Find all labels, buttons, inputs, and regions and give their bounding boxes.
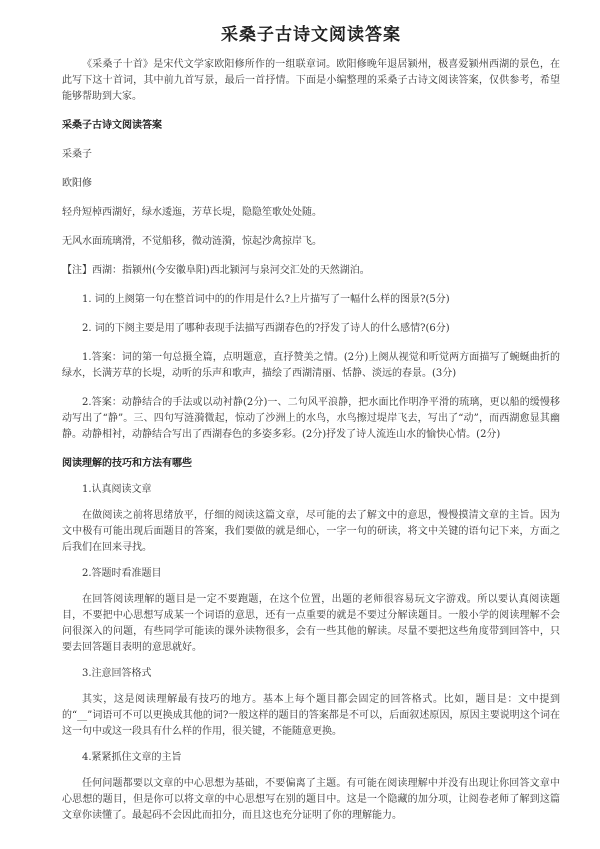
tip-body-3: 其实，这是阅读理解最有技巧的地方。基本上每个题目都会固定的回答格式。比如，题目是：文中提到的“__”词语可不可以更换成其他的词?一般这样的题目的答案都是不可以，后面叙述原因，原因主要说明这个词在这一句中或这一段具有什么样的作用，很关键，不能随意更换。 — [62, 694, 560, 737]
tip-body-4: 任何问题都要以文章的中心思想为基础，不要偏离了主题。有可能在阅读理解中并没有出现让你回答文章中心思想的题目，但是你可以将文章的中心思想写在别的题目中。这是一个隐藏的加分项，让阅卷老师了解到这篇文章你读懂了。最起码不会因此而扣分，而且这也充分证明了你的理解能力。 — [62, 778, 560, 821]
tip-heading-2: 2.答题时看准题目 — [82, 568, 162, 579]
tip-body-1: 在做阅读之前将思绪放平，仔细的阅读这篇文章，尽可能的去了解文中的意思，慢慢摸清文章的主旨。因为文中极有可能出现后面题目的答案，我们要做的就是细心，一字一句的研读，将文中关键的语句记下来，方面之后我们在回来寻找。 — [62, 510, 560, 553]
tip-heading-3: 3.注意回答格式 — [82, 668, 152, 679]
poem-note: 【注】西湖：指颍州(今安徽阜阳)西北颍河与泉河交汇处的天然湖泊。 — [62, 265, 370, 276]
poem-line-1: 轻舟短棹西湖好，绿水逶迤，芳草长堤，隐隐笙歌处处随。 — [62, 207, 322, 218]
section-heading-tips: 阅读理解的技巧和方法有哪些 — [62, 458, 192, 469]
answer-2: 2.答案：动静结合的手法或以动衬静(2分)一、二句风平浪静，把水面比作明净平滑的琉璃，更以船的缓慢移动写出了“静”。三、四句写涟漪微起，惊动了沙洲上的水鸟，水鸟擦过堤岸飞去，写出了“动”，而西湖愈显其幽静。动静相衬，动静结合写出了西湖春色的多姿多彩。(2分)抒发了诗人流连山水的愉快心情。(2分) — [62, 397, 560, 440]
section-heading-answers: 采桑子古诗文阅读答案 — [62, 120, 162, 131]
poem-author: 欧阳修 — [62, 178, 92, 189]
tip-body-2: 在回答阅读理解的题目是一定不要跑题，在这个位置，出题的老师很容易玩文字游戏。所以要认真阅读题目，不要把中心思想写成某一个词语的意思，还有一点重要的就是不要过分解读题目。一般小学的阅读理解不会问很深入的问题，有些同学可能读的课外读物很多，会有一些其他的解读。尽量不要把这些角度带到回答中，只要去回答题目表明的意思就好。 — [62, 594, 560, 653]
poem-line-2: 无风水面琉璃滑，不觉船移，微动涟漪，惊起沙禽掠岸飞。 — [62, 236, 322, 247]
question-2: 2. 词的下阕主要是用了哪种表现手法描写西湖春色的?抒发了诗人的什么感情?(6分) — [82, 323, 450, 334]
answer-1: 1.答案：词的第一句总摄全篇，点明题意，直抒赞美之情。(2分)上阕从视觉和听觉两方面描写了蜿蜒曲折的绿水，长满芳草的长堤，动听的乐声和歌声，描绘了西湖清丽、恬静、淡远的春景。(3分) — [62, 352, 560, 379]
intro-paragraph: 《采桑子十首》是宋代文学家欧阳修所作的一组联章词。欧阳修晚年退居颍州，极喜爱颍州西湖的景色，在此写下这十首词，其中前九首写景，最后一首抒情。下面是小编整理的采桑子古诗文阅读答案，仅供参考，希望能够帮助到大家。 — [62, 59, 560, 102]
tip-heading-1: 1.认真阅读文章 — [82, 484, 152, 495]
page-title: 采桑子古诗文阅读答案 — [221, 25, 401, 45]
tip-heading-4: 4.紧紧抓住文章的主旨 — [82, 752, 182, 763]
poem-title: 采桑子 — [62, 149, 92, 160]
question-1: 1. 词的上阕第一句在整首词中的的作用是什么?上片描写了一幅什么样的图景?(5分) — [82, 294, 450, 305]
